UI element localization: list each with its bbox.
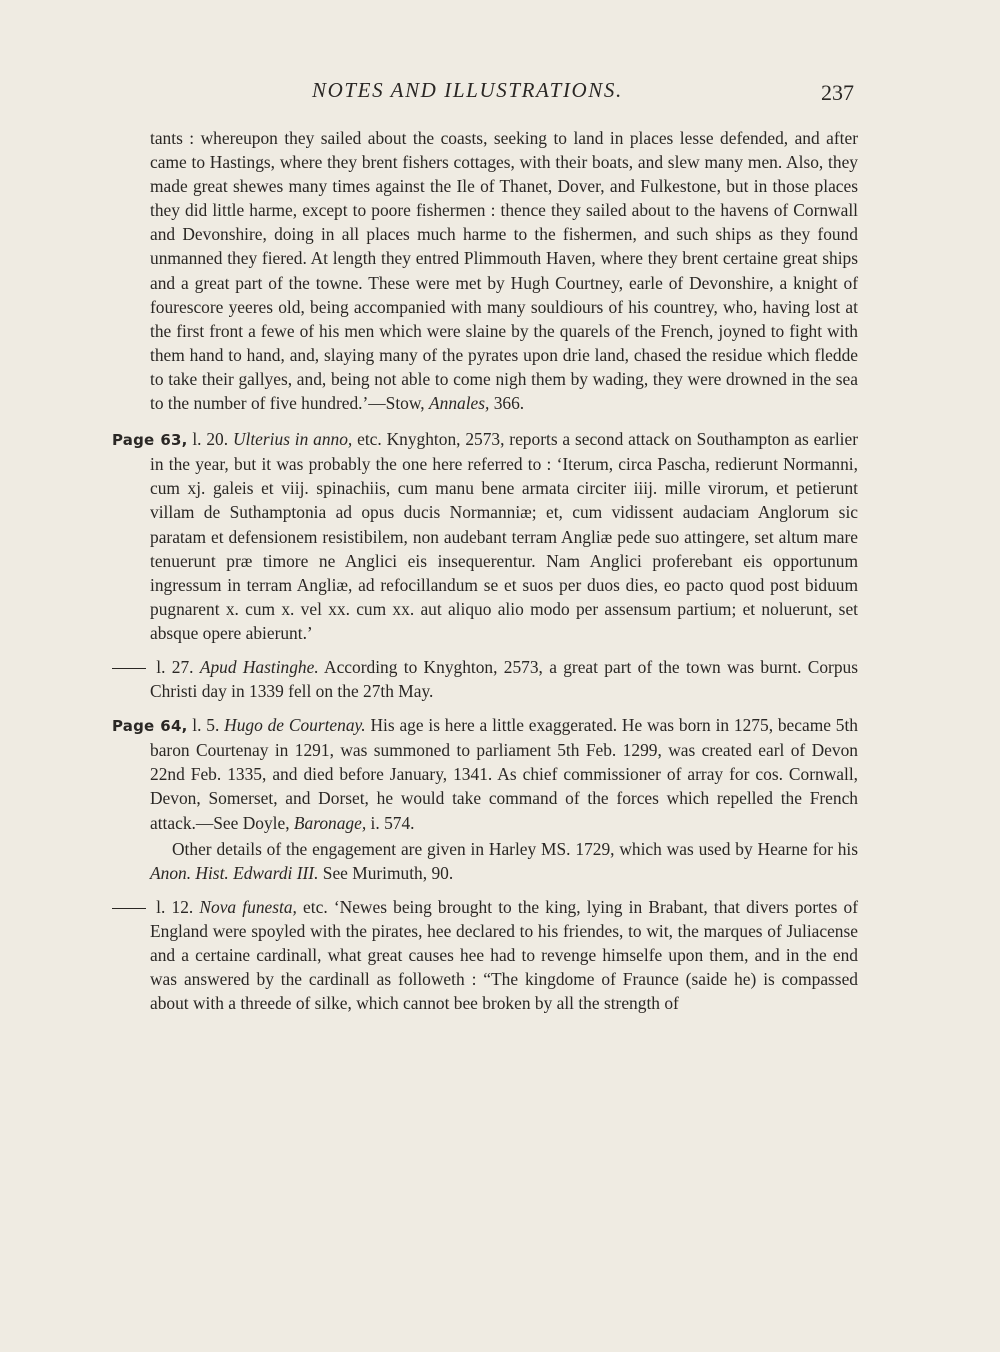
note-line-12: l. 12. Nova funesta, etc. ‘Newes being brought to the king, lying in Brabant, that divers portes of England were spoyled with the pirates, hee declared to his friendes, to wit, the marques of Juliacense and a certaine cardinall, what great causes hee had to revenge himselfe upon them, and in the end was answered by the cardinall as followeth : “The kingdome of Fraunce (saide he) is compassed about with a threede of silke, which cannot bee broken by all the strength of (150, 895, 858, 1015)
note-page-63-line-20: Page 63, l. 20. Ulterius in anno, etc. Knyghton, 2573, reports a second attack on Southampton as earlier in the year, but it was probably the one here referred to : ‘Iterum, circa Pascha, redierunt Normanni, cum xj. galeis et viij. spinachiis, cum manu bene armata circiter iiij. mille virorum, et petierunt villam de Suthamptonia ad opus ducis Normanniæ; et, cum vidissent audaciam Anglorum sic paratam et defensionem resistibilem, non audebant terram Angliæ pede suo attingere, set altum mare tenuerunt præ timore ne Anglici eis insequerentur. Nam Anglici proferebant eis opportunum ingressum in terram Angliæ, ad refocillandum se et suos per duos dies, eo pacto quod post biduum pugnarent x. cum x. vel xx. cum xx. aut aliquo alio modo per assensum partium; et noluerunt, set absque opere abierunt.’ (112, 429, 858, 643)
page-reference: Page 63, (112, 431, 188, 450)
running-title: NOTES AND ILLUSTRATIONS. (312, 78, 623, 102)
note-page-64-line-5: Page 64, l. 5. Hugo de Courtenay. His age is here a little exaggerated. He was born in 1275, became 5th baron Courtenay in 1291, was summoned to parliament 5th Feb. 1299, was created earl of Devon 22nd Feb. 1335, and died before January, 1341. As chief commissioner of array for cos. Cornwall, Devon, Somerset, and Dorset, he would take command of the forces which repelled the French attack.—See Doyle, Baronage, i. 574. (112, 715, 858, 833)
dash-rule (112, 908, 146, 909)
dash-rule (112, 668, 146, 669)
note-continuation: Other details of the engagement are given in Harley MS. 1729, which was used by Hearne for his Anon. Hist. Edwardi III. See Murimuth, 90. (150, 838, 858, 883)
paragraph-continuation: tants : whereupon they sailed about the coasts, seeking to land in places lesse defended, and after came to Hastings, where they brent fishers cottages, with their boats, and slew many men. Also, they made great shewes many times against the Ile of Thanet, Dover, and Fulkestone, but in those places they did little harme, except to poore fishermen : thence they sailed about to the havens of Cornwall and Devonshire, doing in all places much harme to the fishermen, and such ships as they found unmanned they fiered. At length they entred Plimmouth Haven, where they brent certaine great ships and a great part of the towne. These were met by Hugh Courtney, earle of Devonshire, a knight of fourescore yeeres old, being accompanied with many souldiours of his countrey, who, having lost at the first front a fewe of his men which were slaine by the quarels of the French, joyned to fight with them hand to hand, and, slaying many of the pyrates upon drie land, chased the residue which fledde to take their gallyes, and, being not able to come nigh them by wading, they were drowned in the sea to the number of five hundred.’—Stow, Annales, 366. (150, 128, 858, 414)
page-reference: Page 64, (112, 717, 188, 736)
body-text (112, 126, 858, 1015)
running-head (150, 78, 862, 108)
page-number: 237 (821, 80, 854, 105)
note-line-27: l. 27. Apud Hastinghe. According to Knyghton, 2573, a great part of the town was burnt. Corpus Christi day in 1339 fell on the 27th May. (150, 655, 858, 703)
